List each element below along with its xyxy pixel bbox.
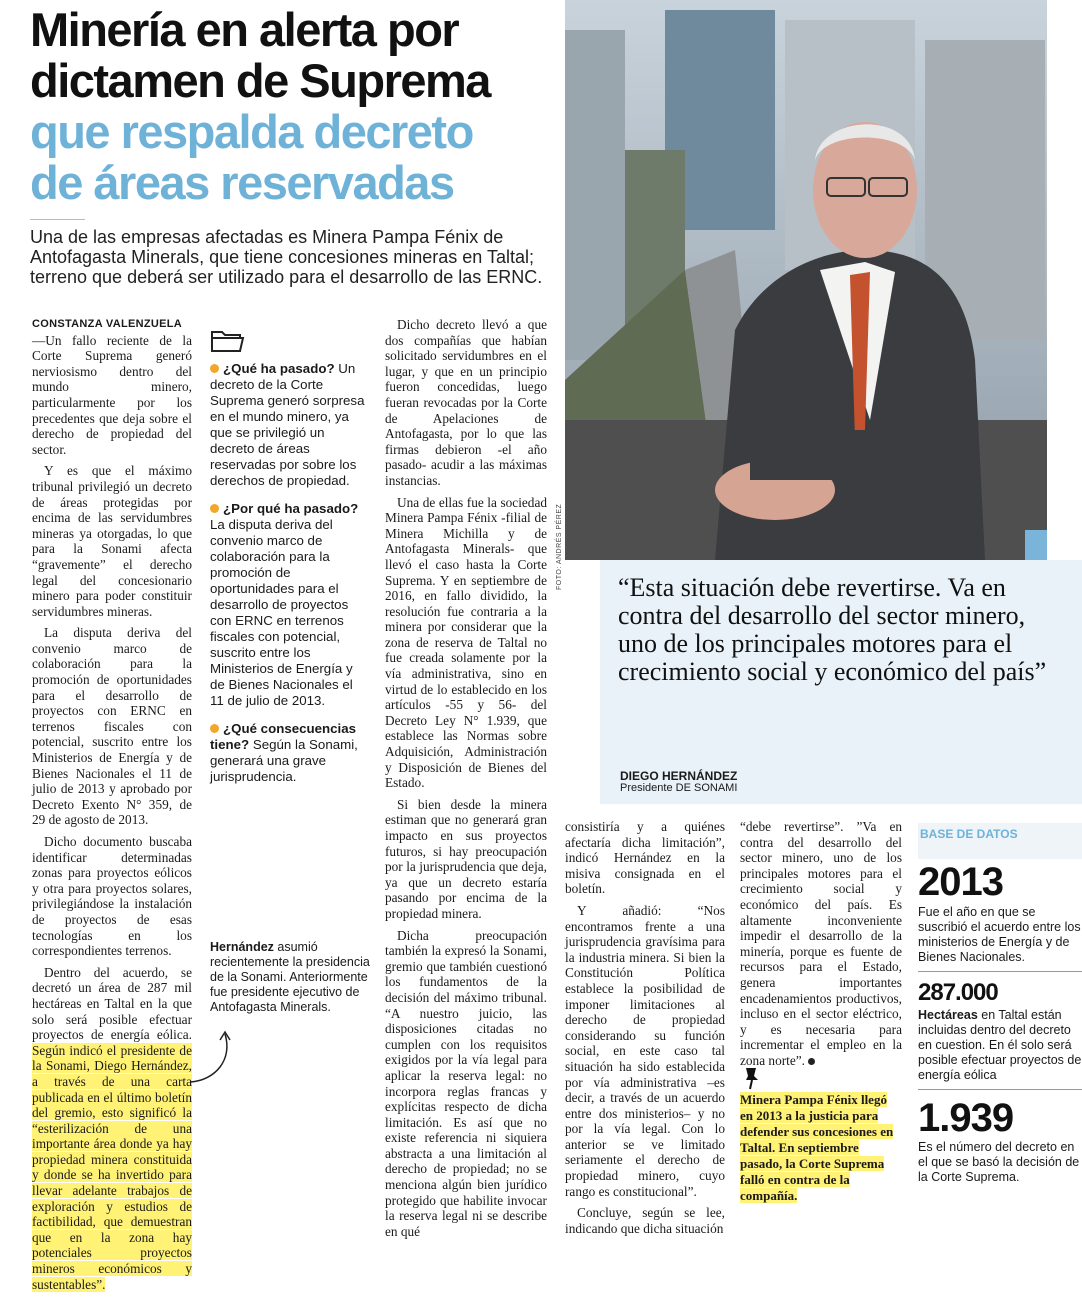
highlighted-text: Según indicó el presidente de la Sonami, Diego Hernández, a través de una carta publicada en el último boletín del gremio, esto significó la “esterilización de una importante área donde ya hay propiedad minera constituida y donde se ha invertido para llevar adelante trabajos de exploración y estudios de factibilidad, que demuestran que en la zona hay potenciales proyectos mineros económicos y sustentables”.: [32, 1042, 192, 1292]
qa-item: [210, 361, 370, 489]
database-list: [918, 859, 1082, 1185]
database-title: BASE DE DATOS: [920, 827, 1018, 841]
headline: [30, 4, 560, 208]
qa-question: ¿Por qué ha pasado?: [223, 501, 359, 516]
database-text-rest: en Taltal están incluidas dentro del decreto en cuestion. En él solo será posible efectuar proyectos de energía eólica: [918, 1008, 1082, 1082]
caption-text: asumió recientemente la presidencia de la Sonami. Anteriormente fue presidente ejecutivo de Antofagasta Minerals.: [210, 940, 370, 1014]
qa-answer: Un decreto de la Corte Suprema generó sorpresa en el mundo minero, ya que se privilegió un decreto de áreas reservadas por sobre los derechos de propiedad.: [210, 361, 365, 488]
headline-line-2: dictamen de Suprema: [30, 54, 490, 107]
paragraph: Concluye, según se lee, indicando que dicha situación: [565, 1205, 725, 1236]
paragraph: Dicho documento buscaba identificar determinadas zonas para proyectos eólicos y otra para proyectos solares, privilegiándose la instalación de proyectos de esas tecnologías en los correspondientes terrenos.: [32, 834, 192, 959]
highlight-note: [740, 1092, 902, 1204]
paragraph: [740, 819, 902, 1069]
headline-line-4: de áreas reservadas: [30, 156, 454, 209]
folder-icon: [210, 326, 246, 359]
quote-author: DIEGO HERNÁNDEZ: [620, 769, 738, 783]
paragraph: —Un fallo reciente de la Corte Suprema generó nerviosismo dentro del mundo minero, particularmente por los precedentes que deja sobre el derecho de propiedad del sector.: [32, 332, 192, 457]
qa-item: [210, 721, 370, 785]
paragraph: Y es que el máximo tribunal privilegió un decreto de áreas protegidas por encima de las servidumbres mineras ya otorgadas, lo que para la Sonami afecta “gravemente” el derecho legal del concesionario minero para poder constituir servidumbres mineras.: [32, 463, 192, 619]
database-value: 287.000: [918, 979, 998, 1006]
bullet-icon: [210, 724, 219, 733]
lede: Una de las empresas afectadas es Minera Pampa Fénix de Antofagasta Minerals, que tiene concesiones mineras en Taltal; terreno que deberá ser utilizado para el desarrollo de las ERNC.: [30, 227, 543, 287]
database-item: [918, 978, 1082, 1090]
database-value: 2013: [918, 860, 1003, 904]
headline-line-1: Minería en alerta por: [30, 3, 459, 56]
paragraph: Dicha preocupación también la expresó la Sonami, gremio que también cuestionó los fundamentos de la decisión del máximo tribunal. “A nuestro juicio, las disposiciones citadas no cumplen con los requisitos exigidos por la vía legal para aplicar la reserva legal: no incorpora reglas francas y explícitas respecto de dicha limitación. Es así que no existe referencia ni siquiera abstracta a una limitación al derecho de propiedad; no se menciona algún bien jurídico protegido que habilite invocar la reserva legal ni se describe en qué: [385, 927, 547, 1239]
column-4: [565, 819, 725, 1242]
bullet-icon: [210, 504, 219, 513]
headline-line-3: que respalda decreto: [30, 105, 473, 158]
database-text-bold: Hectáreas: [918, 1008, 978, 1022]
side-caption: [210, 940, 370, 1015]
column-5: [740, 819, 902, 1075]
photo-illustration: [565, 0, 1047, 560]
qa-question: ¿Qué ha pasado?: [223, 361, 335, 376]
paragraph: Dicho decreto llevó a que dos compañías que habían solicitado servidumbres en el lugar, y que en un principio fueron concedidas, luego fueran revocadas por la Corte de Apelaciones de Antofagasta, por lo que las firmas debieron -el año pasado- acudir a las máximas instancias.: [385, 317, 547, 488]
database-header: [918, 823, 1082, 859]
paragraph: Si bien desde la minera estiman que no generará gran impacto en sus proyectos futuros, si hay preocupación por la jurisprudencia que deja, ya que un decreto estaría pasando por encima de la propiedad minera.: [385, 796, 547, 921]
photo-credit: FOTO: ANDRÉS PÉREZ: [556, 503, 563, 590]
column-3: [385, 317, 547, 1245]
qa-answer: Según la Sonami, generará una grave jurisprudencia.: [210, 737, 358, 784]
database-text: Fue el año en que se suscribió el acuerdo entre los ministerios de Energía y de Bienes Nacionales.: [918, 905, 1081, 964]
paragraph-text: “debe revertirse”. ”Va en contra del desarrollo del sector minero, uno de los principales motores para el crecimiento social y económico del país. Es altamente inconveniente impedir el desarrollo de la minería, porque es fuente de recursos para el Estado, genera importantes encadenamientos productivos, incluso en el sector eléctrico, y es necesaria para incrementar el empleo en la zona norte”.: [740, 819, 902, 1068]
qa-item: [210, 501, 370, 709]
headline-rule: [30, 219, 85, 220]
highlight-note-text: Minera Pampa Fénix llegó en 2013 a la justicia para defender sus concesiones en Taltal. En septiembre pasado, la Corte Suprema falló en contra de la compañía.: [740, 1092, 894, 1203]
qa-question: ¿Qué consecuencias tiene?: [210, 721, 357, 752]
quote-author-role: Presidente DE SONAMI: [620, 782, 738, 794]
paragraph: La disputa deriva del convenio marco de colaboración para la promoción de oportunidades para el desarrollo de proyectos con ERNC en terrenos fiscales con potencial, suscrito entre los Ministerios de Energía y de Bienes Nacionales el 11 de julio de 2013 y aprobado por Decreto Exento N° 359, de 29 de agosto de 2013.: [32, 625, 192, 828]
database-text: Es el número del decreto en el que se basó la decisión de la Corte Suprema.: [918, 1140, 1080, 1184]
paragraph: [32, 965, 192, 1292]
caption-name: Hernández: [210, 940, 274, 954]
database-value: 1.939: [918, 1096, 1014, 1140]
bullet-icon: [210, 364, 219, 373]
paragraph-text: Dentro del acuerdo, se decretó un área de 287 mil hectáreas en Taltal en la que solo será posible efectuar proyectos de energía eólica.: [32, 964, 192, 1043]
pull-quote: “Esta situación debe revertirse. Va en contra del desarrollo del sector minero, uno de los principales motores para el crecimiento social y económico del país”: [618, 573, 1047, 686]
paragraph: consistiría y a quiénes afectaría dicha limitación”, indicó Hernández en la misiva consignada en el boletín.: [565, 819, 725, 897]
portrait-photo: [565, 0, 1047, 560]
database-item: [918, 1096, 1082, 1185]
paragraph: Y añadió: “Nos encontramos frente a una jurisprudencia gravísima para la industria minera. Si bien la Constitución Política establece la posibilidad de imponer limitaciones al derecho de propiedad considerando su función social, en este caso tal situación ha sido establecida por vía administrativa –es decir, a través de un acuerdo entre dos ministerios– y no por la vía legal. Con lo anterior se ve limitado seriamente el derecho de propiedad minero, cuyo rango es constitucional”.: [565, 902, 725, 1199]
database-item: [918, 859, 1082, 972]
byline: CONSTANZA VALENZUELA: [32, 318, 183, 330]
paragraph: Una de ellas fue la sociedad Minera Pampa Fénix -filial de Minera Michilla y de Antofagasta Minerals- que llevó el caso hasta la Corte Suprema. Y en septiembre de 2016, en fallo dividido, la resolución fue contraria a la minera por considerar que la zona de reserva de Taltal no fue creada solamente por la vía administrativa, sino en virtud de lo establecido en los artículos -55 y 56- del Decreto Ley N° 1.939, que establece las Normas sobre Adquisición, Administración y Disposición de Bienes del Estado.: [385, 494, 547, 791]
caption-arrow-icon: [185, 1030, 235, 1090]
qa-box: [210, 361, 370, 797]
qa-answer: La disputa deriva del convenio marco de colaboración para la promoción de oportunidades para el desarrollo de proyectos con ERNC en terrenos fiscales con potencial, suscrito entre los Ministerios de Energía y de Bienes Nacionales el 11 de julio de 2013.: [210, 517, 353, 708]
end-mark-icon: [808, 1058, 815, 1065]
column-1: [32, 317, 192, 1298]
pushpin-icon: [742, 1066, 762, 1095]
database-text: [918, 1008, 1082, 1083]
